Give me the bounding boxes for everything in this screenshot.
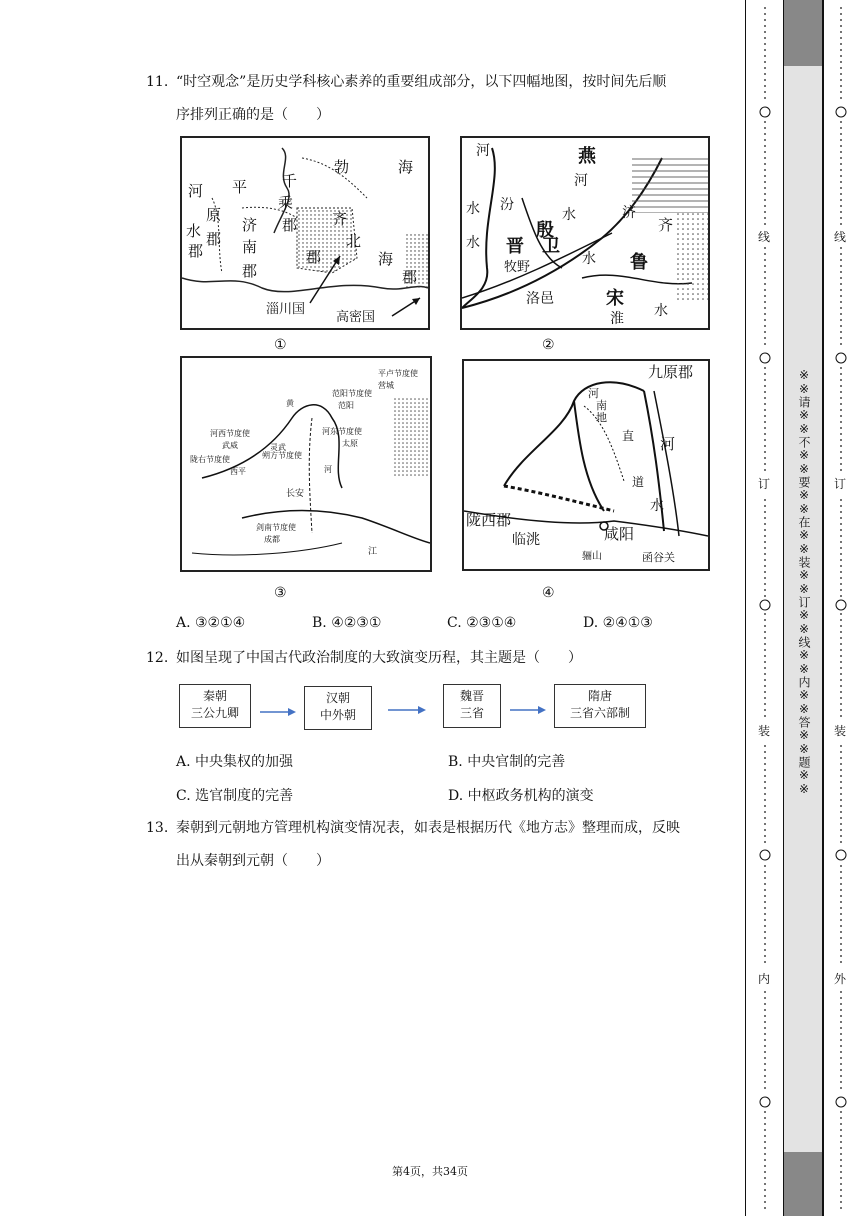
option-b[interactable]: B. ④②③① [312,615,382,631]
option-c[interactable]: C. 选官制度的完善 [176,788,294,804]
question-number: 12. [146,650,169,666]
binding-warning-text: ※※请※※不※※要※※在※※装※※订※※线※※内※※答※※题※※ [797,368,811,796]
hole-circle-icon [760,600,770,610]
map-label: 水 [562,207,576,223]
hole-circle-icon [760,850,770,860]
map-label: 河 [324,465,332,474]
hole-circle-icon [836,850,846,860]
map-label: 黄 [286,399,294,408]
inner-mark-zhuang: 装 [758,724,771,738]
map-label: 营城 [378,381,394,390]
map-2-caption: ② [542,337,555,353]
map-label: 郡 [306,248,322,266]
map-label: 临洮 [512,532,540,548]
page-footer: 第4页，共34页 [392,1165,468,1178]
hole-circle-icon [836,353,846,363]
option-c[interactable]: C. ②③①④ [447,615,517,631]
hole-circle-icon [836,600,846,610]
map-label: 剑南节度使 [256,523,296,532]
inner-mark-line: 线 [758,230,771,244]
map-label: 九原郡 [648,363,694,381]
map-label: 灵武 [270,443,286,452]
question-number: 13. [146,820,169,836]
map-label: 西平 [230,467,246,476]
map-label: 千 [282,172,298,190]
map-label: 函谷关 [642,551,675,564]
option-d[interactable]: D. 中枢政务机构的演变 [448,788,594,804]
map-label: 海 [378,250,394,268]
map-label: 江 [368,547,378,557]
map-label: 武威 [222,441,238,450]
map-label: 郡 [206,230,222,248]
map-label: 河 [476,143,490,159]
hole-circle-icon [760,107,770,117]
hole-circle-icon [836,107,846,117]
question-text-line-1: “时空观念”是历史学科核心素养的重要组成部分，以下四幅地图，按时间先后顺 [176,74,667,90]
map-label: 牧野 [504,260,531,275]
map-label: 水 [582,251,596,267]
map-label: 太原 [342,439,358,448]
map-label: 长安 [286,489,305,499]
question-text-line-2: 序排列正确的是（ ） [176,107,330,123]
map-label: 陇右节度使 [190,455,230,464]
map-label: 海 [398,158,414,176]
hole-circle-icon [836,1097,846,1107]
map-label: 宋 [606,288,624,309]
option-a[interactable]: A. 中央集权的加强 [176,754,294,770]
map-label: 卫 [542,236,560,257]
map-label: 朔方节度使 [262,451,302,460]
map-label: 淄川国 [266,302,306,317]
outer-mark-zhuang: 装 [834,724,847,738]
map-label: 范阳 [338,401,354,410]
flow-box-subtitle: 中外朝 [319,708,356,722]
flow-box-title: 汉朝 [325,691,350,705]
map-1-caption: ① [274,337,287,353]
map-label: 高密国 [336,310,376,325]
map-label: 水 [186,222,202,240]
map-label: 河 [660,435,676,453]
map-label: 河东节度使 [322,427,362,436]
map-label: 范阳节度使 [332,389,372,398]
map-label: 水 [654,303,668,319]
map-label: 燕 [578,146,596,167]
map-label: 河 [574,173,588,189]
map-label: 地 [596,411,607,424]
map-label: 齐 [332,210,348,228]
map-label: 河 [588,387,599,400]
map-label: 乘 [278,194,294,212]
flow-box-title: 秦朝 [202,689,227,703]
map-label: 平卢节度使 [378,369,418,378]
map-label: 北 [346,232,362,250]
map-label: 济 [242,216,258,234]
option-b[interactable]: B. 中央官制的完善 [448,754,566,770]
map-label: 洛邑 [526,291,554,307]
flow-box-title: 隋唐 [587,689,612,703]
hole-circle-icon [760,353,770,363]
question-text: 如图呈现了中国古代政治制度的大致演变历程，其主题是（ ） [176,650,582,666]
map-4-caption: ④ [542,585,555,601]
map-label: 水 [466,235,480,251]
map-label: 郡 [402,268,418,286]
map-label: 勃 [334,158,350,176]
map-label: 咸阳 [604,525,635,543]
flow-box-subtitle: 三省六部制 [569,706,630,720]
question-text-line-2: 出从秦朝到元朝（ ） [176,853,330,869]
option-d[interactable]: D. ②④①③ [583,615,653,631]
map-label: 直 [622,429,635,443]
flow-box-subtitle: 三省 [459,706,484,720]
map-label: 郡 [282,216,298,234]
map-label: 汾 [500,197,514,213]
inner-mark-nei: 内 [758,972,771,986]
outer-mark-wai: 外 [834,972,847,986]
map-label: 齐 [658,216,674,234]
map-label: 济 [622,205,636,221]
map-label: 殷 [536,220,554,241]
question-text-line-1: 秦朝到元朝地方管理机构演变情况表，如表是根据历代《地方志》整理而成，反映 [176,820,680,836]
map-label: 平 [232,178,248,196]
map-label: 河西节度使 [210,429,250,438]
inner-mark-ding: 订 [758,477,771,491]
question-number: 11. [146,74,169,90]
map-label: 鲁 [630,252,648,273]
map-label: 郡 [188,242,204,260]
map-label: 骊山 [582,551,602,562]
map-label: 水 [650,498,664,514]
outer-mark-line: 线 [834,230,847,244]
map-label: 南 [242,238,258,256]
option-a[interactable]: A. ③②①④ [176,615,246,631]
flow-box-title: 魏晋 [459,689,484,703]
map-3-caption: ③ [274,585,287,601]
map-label: 道 [632,475,645,489]
map-label: 成都 [264,535,280,544]
map-label: 晋 [506,236,524,257]
map-label: 河 [188,182,204,200]
flow-box-subtitle: 三公九卿 [190,706,239,720]
map-label: 原 [206,206,222,224]
hole-circle-icon [760,1097,770,1107]
map-label: 南 [596,399,607,412]
outer-mark-ding: 订 [834,477,847,491]
map-label: 郡 [242,262,258,280]
map-label: 水 [466,201,480,217]
map-label: 陇西郡 [466,511,512,529]
map-label: 淮 [610,311,624,327]
